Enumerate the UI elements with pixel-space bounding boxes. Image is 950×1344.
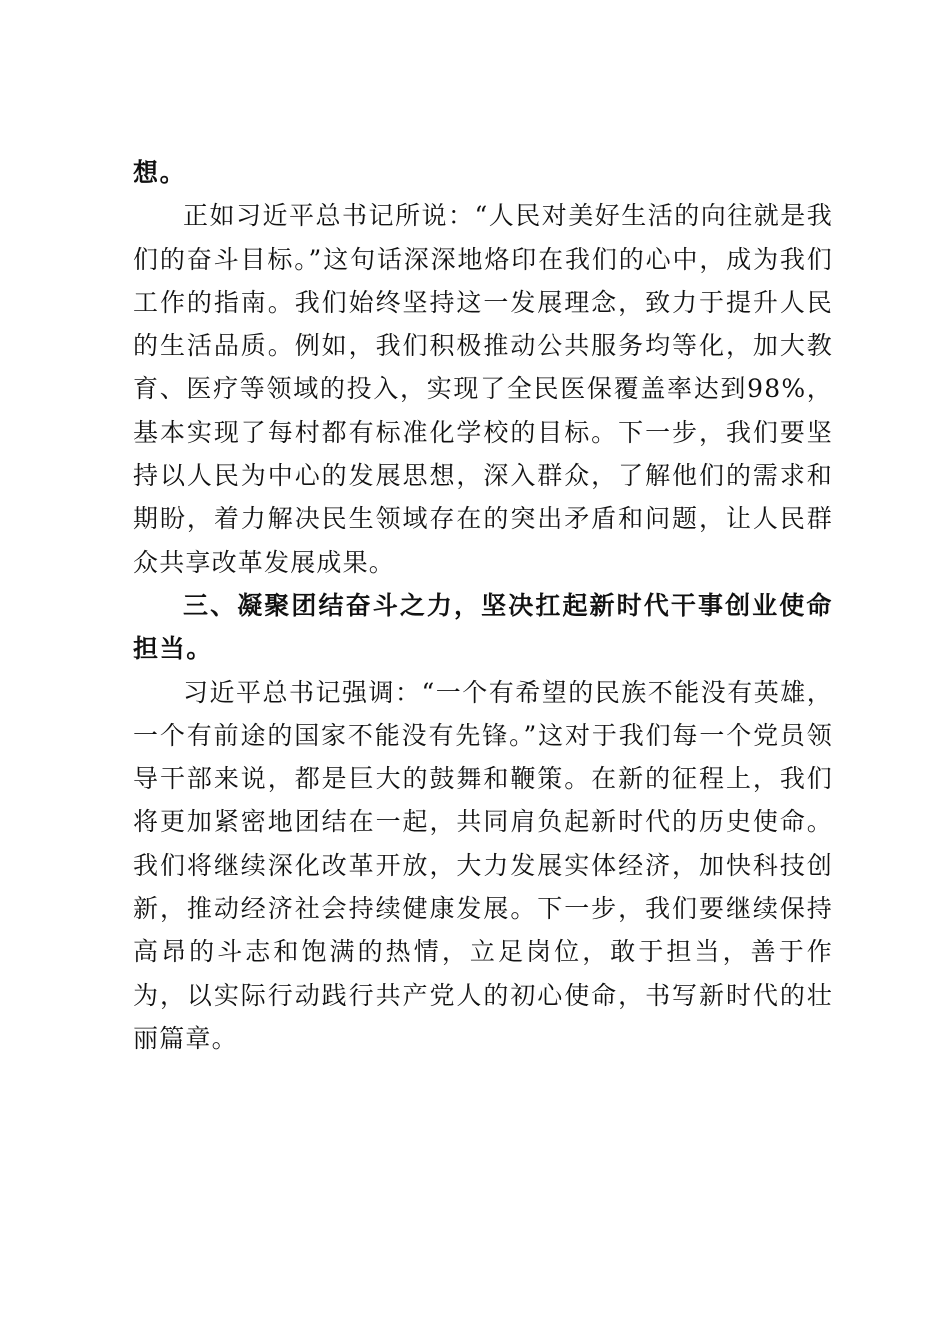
body-paragraph-1: 正如习近平总书记所说：“人民对美好生活的向往就是我们的奋斗目标。”这句话深深地烙印在我们的心中，成为我们工作的指南。我们始终坚持这一发展理念，致力于提升人民的生活品质。例如，我们积极推动公共服务均等化，加大教育、医疗等领域的投入，实现了全民医保覆盖率达到98%，基本实现了每村都有标准化学校的目标。下一步，我们要坚持以人民为中心的发展思想，深入群众，了解他们的需求和期盼，着力解决民生领域存在的突出矛盾和问题，让人民群众共享改革发展成果。 <box>133 201 833 577</box>
document-page <box>133 151 833 1060</box>
continued-heading-fragment: 想。 <box>133 158 187 187</box>
section-heading-3: 三、凝聚团结奋斗之力，坚决扛起新时代干事创业使命担当。 <box>133 590 833 664</box>
body-paragraph-2: 习近平总书记强调：“一个有希望的民族不能没有英雄，一个有前途的国家不能没有先锋。”这对于我们每一个党员领导干部来说，都是巨大的鼓舞和鞭策。在新的征程上，我们将更加紧密地团结在一起，共同肩负起新时代的历史使命。我们将继续深化改革开放，大力发展实体经济，加快科技创新，推动经济社会持续健康发展。下一步，我们要继续保持高昂的斗志和饱满的热情，立足岗位，敢于担当，善于作为，以实际行动践行共产党人的初心使命，书写新时代的壮丽篇章。 <box>133 677 833 1053</box>
